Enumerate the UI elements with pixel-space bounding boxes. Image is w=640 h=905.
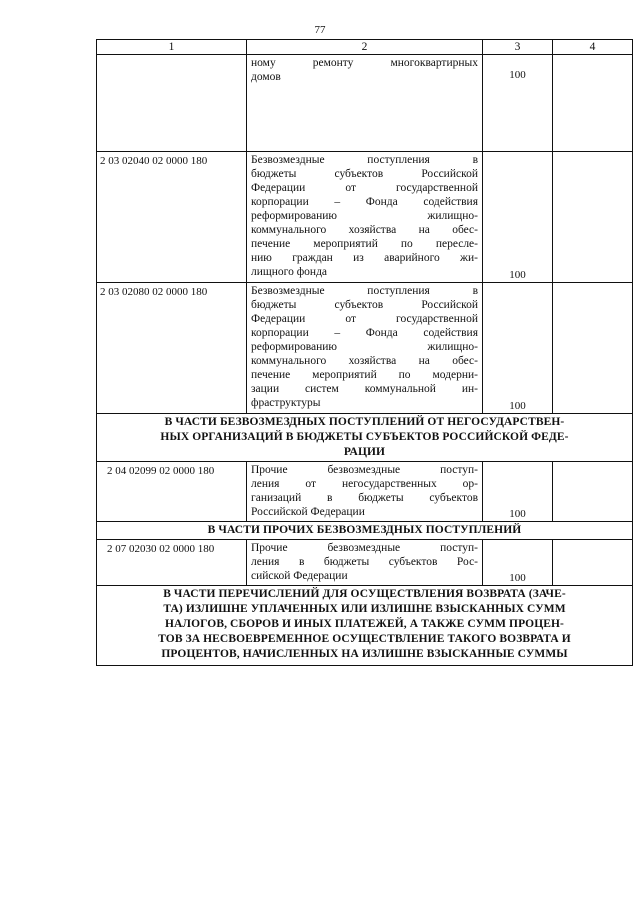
description-line: корпорации – Фонда содействия <box>251 196 478 208</box>
description-line: лищного фонда <box>251 266 328 278</box>
table-row <box>97 540 633 586</box>
section-header-line: РАЦИИ <box>343 446 386 458</box>
description-line: Безвозмездные поступления в <box>251 154 478 166</box>
description-line: реформированию жилищно- <box>251 341 478 353</box>
description-line: ления в бюджеты субъектов Рос- <box>251 556 478 568</box>
description-line: Безвозмездные поступления в <box>251 285 478 297</box>
description-line: сийской Федерации <box>251 570 348 582</box>
section-header-line: ТА) ИЗЛИШНЕ УПЛАЧЕННЫХ ИЛИ ИЗЛИШНЕ ВЗЫСКАННЫХ СУММ <box>163 603 566 615</box>
description-line: ному ремонту многоквартирных <box>251 57 478 69</box>
section-header-line: ТОВ ЗА НЕСВОЕВРЕМЕННОЕ ОСУЩЕСТВЛЕНИЕ ТАКОГО ВОЗВРАТА И <box>158 633 571 645</box>
normative-value: 100 <box>483 55 553 152</box>
section-header-row <box>97 414 633 462</box>
revenue-description <box>247 55 483 152</box>
budget-classification-table <box>96 39 633 666</box>
section-header-line: В ЧАСТИ ПЕРЕЧИСЛЕНИЙ ДЛЯ ОСУЩЕСТВЛЕНИЯ ВОЗВРАТА (ЗАЧЕ- <box>163 588 566 600</box>
column-number-2: 2 <box>247 40 483 55</box>
description-line: коммунального хозяйства на обес- <box>251 224 478 236</box>
description-line: Федерации от государственной <box>251 313 478 325</box>
description-line: нию граждан из аварийного жи- <box>251 252 478 264</box>
table-row <box>97 55 633 152</box>
column-4-cell <box>553 540 633 586</box>
description-line: фраструктуры <box>251 397 321 409</box>
description-line: Прочие безвозмездные поступ- <box>251 464 478 476</box>
description-line: печение мероприятий по пересле- <box>251 238 478 250</box>
description-line: домов <box>251 71 281 83</box>
column-number-4: 4 <box>553 40 633 55</box>
column-4-cell <box>553 283 633 414</box>
kbk-code <box>97 55 247 152</box>
description-line: зации систем коммунальной ин- <box>251 383 478 395</box>
section-header <box>97 414 633 462</box>
normative-value: 100 <box>483 462 553 522</box>
description-line: бюджеты субъектов Российской <box>251 168 478 180</box>
revenue-description <box>247 540 483 586</box>
description-line: корпорации – Фонда содействия <box>251 327 478 339</box>
kbk-code: 2 07 02030 02 0000 180 <box>97 540 247 586</box>
table-row <box>97 152 633 283</box>
section-header-row <box>97 586 633 666</box>
description-line: коммунального хозяйства на обес- <box>251 355 478 367</box>
section-header-line: НЫХ ОРГАНИЗАЦИЙ В БЮДЖЕТЫ СУБЪЕКТОВ РОССИЙСКОЙ ФЕДЕ- <box>160 431 569 443</box>
column-4-cell <box>553 55 633 152</box>
section-header-line: НАЛОГОВ, СБОРОВ И ИНЫХ ПЛАТЕЖЕЙ, А ТАКЖЕ СУММ ПРОЦЕН- <box>164 618 564 630</box>
description-line: реформированию жилищно- <box>251 210 478 222</box>
revenue-description <box>247 283 483 414</box>
section-header <box>97 522 633 540</box>
section-header-line: В ЧАСТИ БЕЗВОЗМЕЗДНЫХ ПОСТУПЛЕНИЙ ОТ НЕГОСУДАРСТВЕН- <box>164 416 565 428</box>
normative-value: 100 <box>483 283 553 414</box>
description-line: бюджеты субъектов Российской <box>251 299 478 311</box>
table-row <box>97 462 633 522</box>
revenue-description <box>247 462 483 522</box>
description-line: ления от негосударственных ор- <box>251 478 478 490</box>
table-row <box>97 283 633 414</box>
kbk-code: 2 04 02099 02 0000 180 <box>97 462 247 522</box>
column-4-cell <box>553 462 633 522</box>
revenue-description <box>247 152 483 283</box>
description-line: Российской Федерации <box>251 506 365 518</box>
description-line: ганизаций в бюджеты субъектов <box>251 492 478 504</box>
description-line: Федерации от государственной <box>251 182 478 194</box>
section-header-line: В ЧАСТИ ПРОЧИХ БЕЗВОЗМЕЗДНЫХ ПОСТУПЛЕНИЙ <box>207 524 522 536</box>
description-line: печение мероприятий по модерни- <box>251 369 478 381</box>
column-number-1: 1 <box>97 40 247 55</box>
column-number-row <box>97 40 633 55</box>
normative-value: 100 <box>483 152 553 283</box>
kbk-code: 2 03 02040 02 0000 180 <box>97 152 247 283</box>
section-header-row <box>97 522 633 540</box>
section-header-line: ПРОЦЕНТОВ, НАЧИСЛЕННЫХ НА ИЗЛИШНЕ ВЗЫСКАННЫЕ СУММЫ <box>161 648 568 660</box>
column-4-cell <box>553 152 633 283</box>
description-line: Прочие безвозмездные поступ- <box>251 542 478 554</box>
section-header <box>97 586 633 666</box>
normative-value: 100 <box>483 540 553 586</box>
kbk-code: 2 03 02080 02 0000 180 <box>97 283 247 414</box>
column-number-3: 3 <box>483 40 553 55</box>
page-number: 77 <box>314 24 326 36</box>
